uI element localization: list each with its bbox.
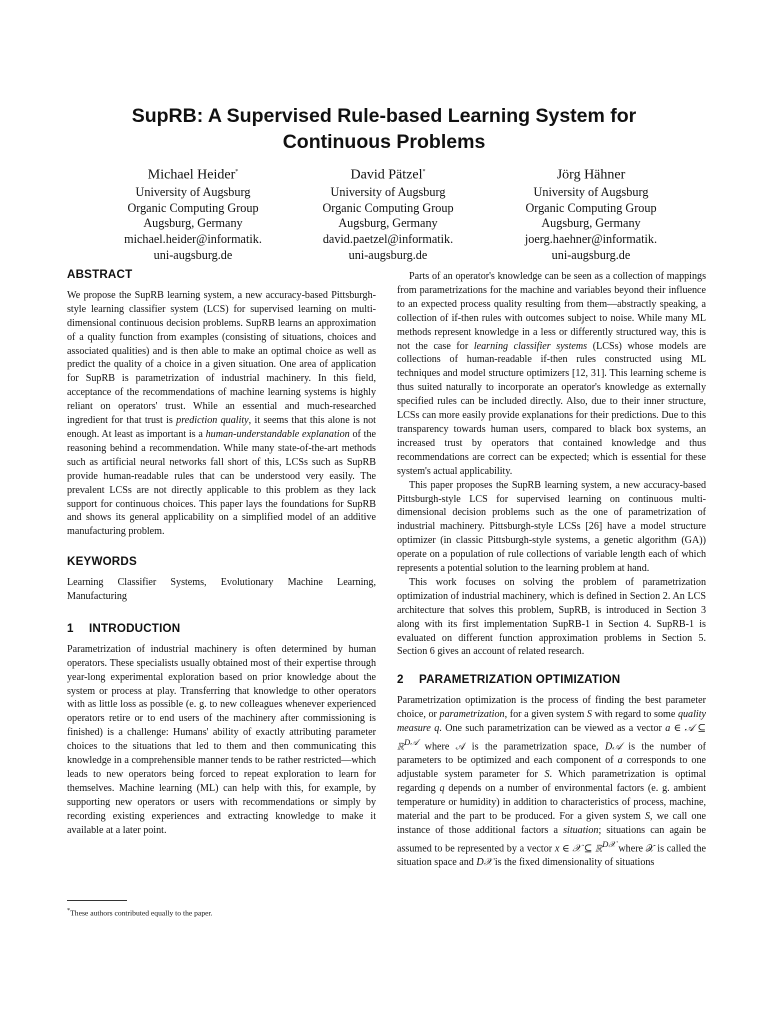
intro-paragraph-2: Parts of an operator's knowledge can be seen as a collection of mappings from parametrizations for the machine and variables beyond their influence to an expected process quality resulting from them—abstractly speaking, a collection of if-then rules with outcomes subject to noise. While many ML methods represent knowledge in a less or differently structured way, this is not the case for learning classifier systems (LCSs) whose models are collections of human-readable if-then rules constructed using ML techniques and model structure optimizers [12, 31]. This learning scheme is thus suited naturally to incorporate an operator's knowledge as externally specified rules can be included directly. Also, due to their inner structure, LCSs can more easily provide explanations for their predictions. Due to this transparency towards human users, compared to black box systems, an increased trust by operators that contained knowledge and thus recommendations are correct can be expected; which is essential for these system's actual applicability. [397,271,706,477]
footnote-rule [67,900,127,901]
section2-paragraph-1: Parametrization optimization is the process of finding the best parameter choice, or parametrization, for a given system S with regard to some quality measure q. One such parametrization can be viewed as a vector a ∈ 𝒜 ⊆ ℝ$^{D𝒜}$ where 𝒜 is the parametrization space, D𝒜 is the number of parameters to be optimized and each component of a corresponds to one adjustable system parameter for S. Which parametrization is optimal regarding q depends on a number of environmental factors (e. g. ambient temperature or humidity) in addition to characteristics of process, machine, material and the part to be produced. For a given system S, we call one instance of those additional factors a situation; situations can again be assumed to be represented by a vector x ∈ 𝒳 ⊆ ℝ$^{D𝒳}$ where 𝒳 is called the situation space and D𝒳 is the fixed dimensionality of situations [397,695,706,868]
right-column [397,270,706,870]
author-email-line-2: uni-augsburg.de [153,248,233,263]
intro-paragraph-1: Parametrization of industrial machinery is often determined by human operators. These specialists usually obtained most of their expertise through year-long experimental exploration based on prior knowledge about the system or process at play. Transferring that knowledge to other operators with as little loss as possible (e. g. to new colleagues whenever experienced operators retire or to end users of the machinery after commissioning is finished) is a challenge: Humans' ability of exactly attributing parameter choices to the situations that led to them and then communicating this knowledge in a comprehensible manner tends to be rather restricted—which leads to new operators being forced to repeat exploration to learn for themselves. Machine learning (ML) can help with this, for example, by supporting new operators or users with recommendations or simply by recording existing experiences and extracting knowledge to make it available at a later point. [67,643,376,836]
section-heading-parametrization-optimization: 2 PARAMETRIZATION OPTIMIZATION [397,673,621,687]
keywords-text: Learning Classifier Systems, Evolutionary Machine Learning, Manufacturing [67,577,376,603]
title-line-1: SupRB: A Supervised Rule-based Learning System for [131,105,637,127]
abstract-heading: ABSTRACT [67,268,133,281]
author-name: Jörg Hähner [556,167,626,183]
author-location: Augsburg, Germany [143,216,243,231]
intro-paragraph-3: This paper proposes the SupRB learning system, a new accuracy-based Pittsburgh-style LCS for supervised learning on continuous multi-dimensional decision problems such as the one of parametrization of industrial machinery. Pittsburgh-style LCSs [26] have a model structure optimizer (in classic Pittsburgh-style systems, a genetic algorithm (GA)) operate on a population of rule collections of variable length each of which represents a potential solution to the learning problem at hand. [397,479,706,575]
author-group: Organic Computing Group [525,200,657,215]
author-name: Michael Heider [147,167,236,183]
author-affiliation: University of Augsburg [135,184,251,199]
author-group: Organic Computing Group [322,200,454,215]
equal-contribution-mark: * [235,169,239,175]
section-heading-introduction: 1 INTRODUCTION [67,621,181,635]
footnote: *These authors contributed equally to the paper. [67,907,213,918]
intro-paragraph-4: This work focuses on solving the problem of parametrization optimization of industrial machinery, which is defined in Section 2. An LCS architecture that solves this problem, SupRB, is introduced in Section 3 along with its first implementation SupRB-1 in Section 4. SupRB-1 is evaluated on different function approximation problems in Section 5. Section 6 gives an account of related research. [397,576,706,658]
left-column [67,268,376,838]
author-group: Organic Computing Group [127,200,259,215]
abstract-text: We propose the SupRB learning system, a new accuracy-based Pittsburgh-style learning classifier system (LCS) for supervised learning on multi-dimensional continuous decision problems. SupRB learns an approximation of a quality function from examples (consisting of situations, choices and associated qualities) and is then able to make an optimal choice as well as predict the quality of a choice in a given situation. One area of application for SupRB is parametrization of industrial machinery. In this field, acceptance of the recommendations of machine learning systems is highly reliant on operators' trust. While an essential and much-researched ingredient for that trust is prediction quality, it seems that this alone is not enough. At least as important is a human-understandable explanation of the reasoning behind a recommendation. While many state-of-the-art methods such as artificial neural networks fall short of this, LCSs such as SupRB provide human-readable rules that can be understood very easily. The prevalent LCSs are not directly applicable to this problem as they lack support for continuous choices. This paper lays the foundations for SupRB and shows its general applicability on a simplified model of an additive manufacturing problem. [67,289,376,538]
author-2 [273,164,503,264]
paper-title [0,103,768,155]
author-email-line-1: david.paetzel@informatik. [322,232,454,247]
author-email-line-2: uni-augsburg.de [551,248,631,263]
author-name: David Pätzel [350,167,423,183]
keywords-heading: KEYWORDS [67,555,137,569]
author-3 [476,164,706,264]
equal-contribution-mark: * [422,169,426,175]
author-email-line-2: uni-augsburg.de [348,248,428,263]
author-location: Augsburg, Germany [541,216,641,231]
author-email-line-1: michael.heider@informatik. [124,232,262,247]
author-affiliation: University of Augsburg [533,184,649,199]
title-line-2: Continuous Problems [282,131,486,153]
author-email-line-1: joerg.haehner@informatik. [524,232,658,247]
author-affiliation: University of Augsburg [330,184,446,199]
author-location: Augsburg, Germany [338,216,438,231]
